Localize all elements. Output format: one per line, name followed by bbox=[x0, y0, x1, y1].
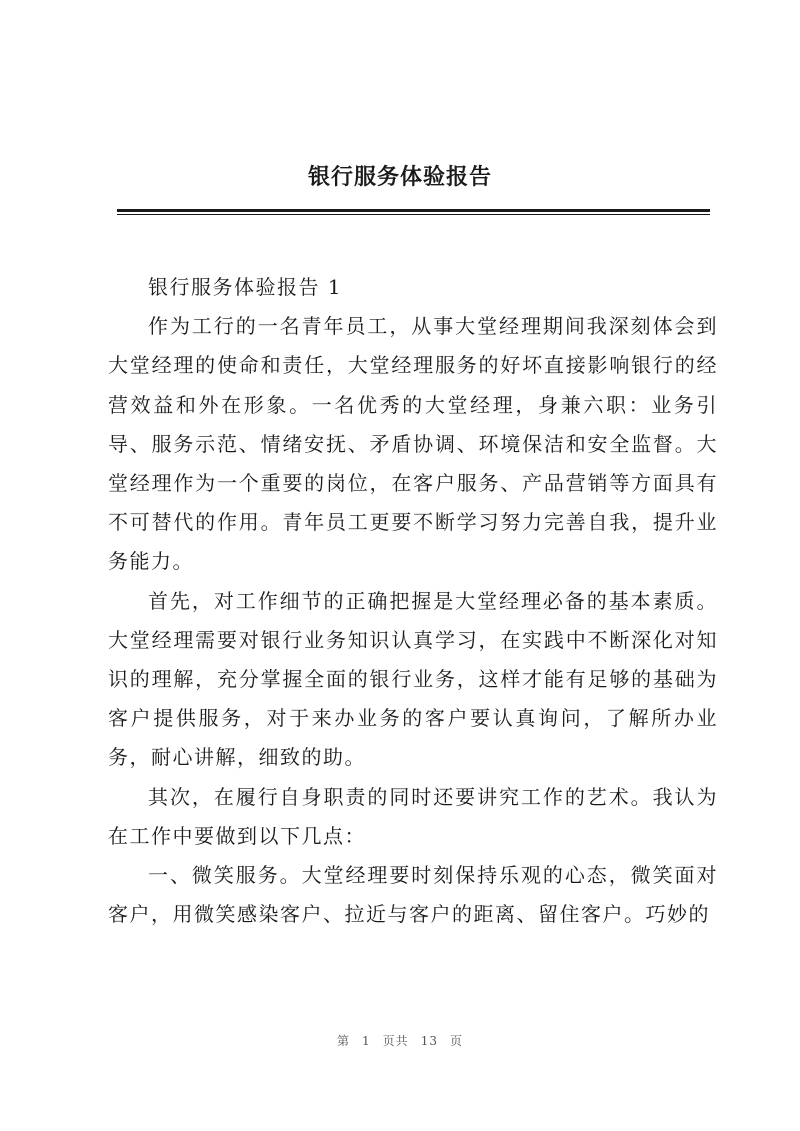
footer-middle: 页共 bbox=[382, 1034, 409, 1048]
section-heading: 银行服务体验报告 1 bbox=[148, 275, 343, 299]
paragraph: 作为工行的一名青年员工，从事大堂经理期间我深刻体会到大堂经理的使命和责任，大堂经理服务的好坏直接影响银行的经营效益和外在形象。一名优秀的大堂经理，身兼六职：业务引导、服务示范、情绪安抚、矛盾协调、环境保洁和安全监督。大堂经理作为一个重要的岗位，在客户服务、产品营销等方面具有不可替代的作用。青年员工更要不断学习努力完善自我，提升业务能力。 bbox=[108, 314, 718, 574]
paragraph: 一、微笑服务。大堂经理要时刻保持乐观的心态，微笑面对客户，用微笑感染客户、拉近与客户的距离、留住客户。巧妙的 bbox=[108, 863, 718, 927]
page-title: 银行服务体验报告 bbox=[307, 164, 492, 190]
paragraph: 其次，在履行自身职责的同时还要讲究工作的艺术。我认为在工作中要做到以下几点： bbox=[108, 784, 718, 848]
footer-prefix: 第 bbox=[337, 1034, 351, 1048]
paragraph: 首先，对工作细节的正确把握是大堂经理必备的基本素质。大堂经理需要对银行业务知识认真学习，在实践中不断深化对知识的理解，充分掌握全面的银行业务，这样才能有足够的基础为客户提供服务，对于来办业务的客户要认真询问，了解所办业务，耐心讲解，细致的助。 bbox=[108, 588, 718, 770]
document-body bbox=[108, 268, 718, 934]
footer-suffix: 页 bbox=[449, 1034, 463, 1048]
page-footer bbox=[0, 1032, 800, 1049]
title-divider bbox=[117, 209, 710, 212]
title-divider-thin bbox=[117, 214, 710, 215]
footer-page-number: 1 bbox=[362, 1034, 371, 1048]
footer-total-pages: 13 bbox=[420, 1034, 438, 1048]
